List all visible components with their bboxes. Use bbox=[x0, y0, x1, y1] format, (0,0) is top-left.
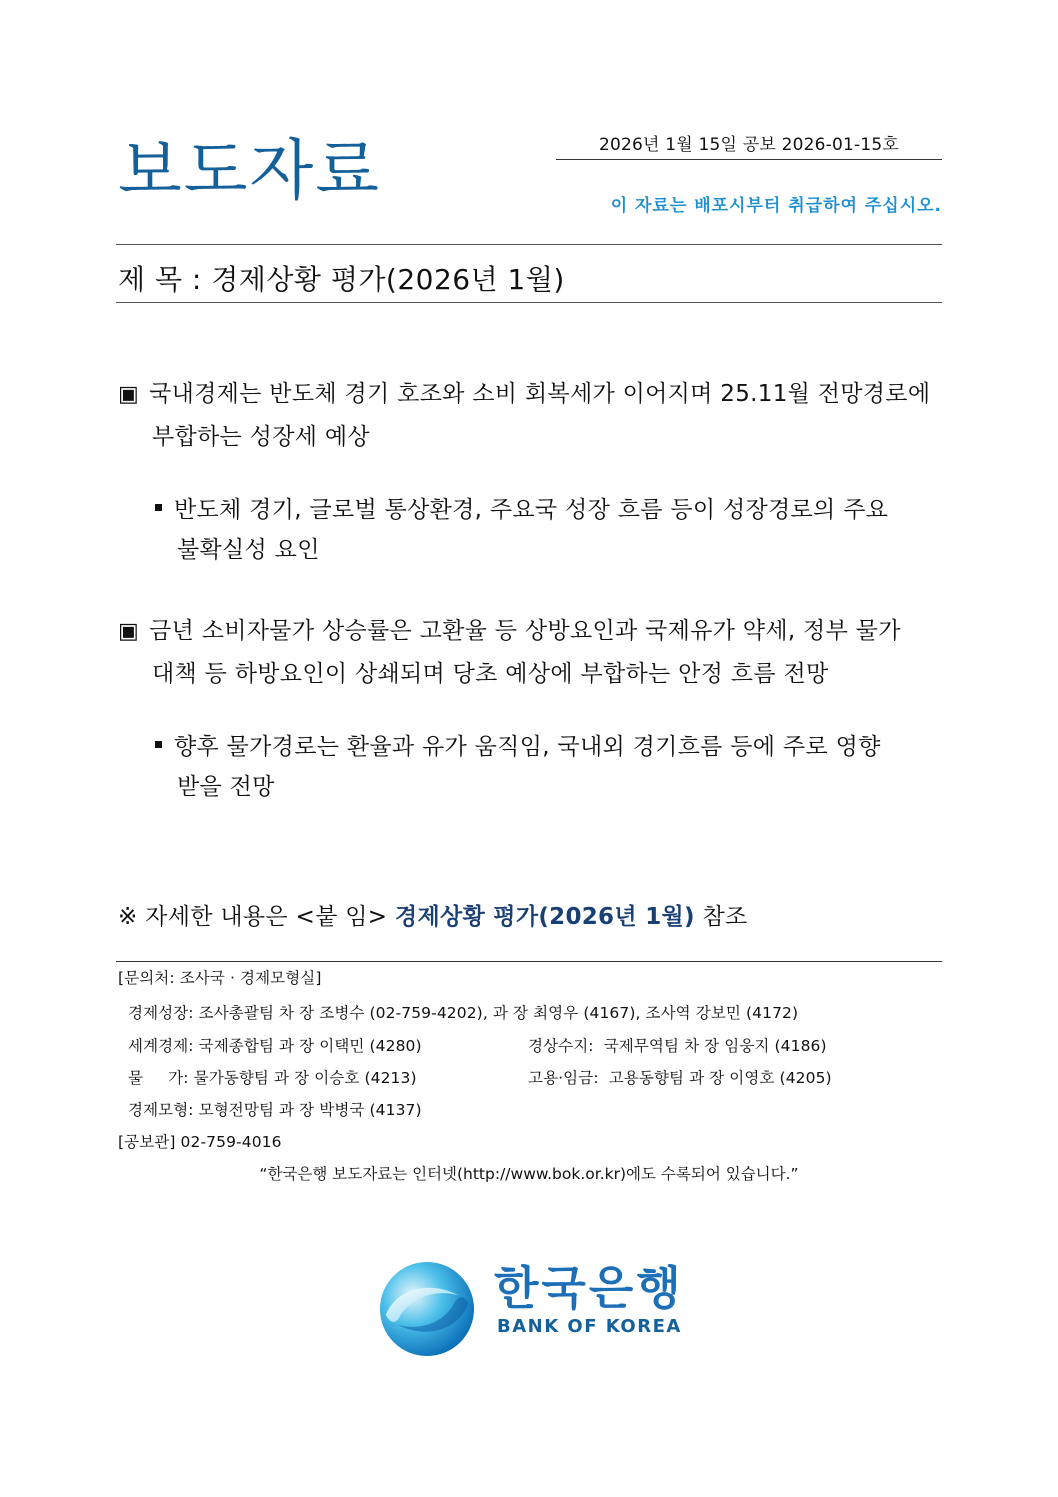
contact-row bbox=[128, 1098, 422, 1120]
contact-label: 세계경제: bbox=[128, 1037, 194, 1055]
contact-label: 경제모형: bbox=[128, 1101, 194, 1119]
contact-text: 고용동향팀 과 장 이영호 (4205) bbox=[608, 1069, 832, 1087]
date-underline bbox=[556, 159, 942, 160]
divider-contacts bbox=[116, 961, 942, 962]
contact-row bbox=[528, 1034, 827, 1056]
sub-point-2-line-1: 향후 물가경로는 환율과 유가 움직임, 국내외 경기흐름 등에 주로 영향 bbox=[174, 734, 881, 760]
contact-label: 경제성장: bbox=[128, 1004, 194, 1022]
contact-text: 국제무역팀 차 장 임웅지 (4186) bbox=[603, 1037, 827, 1055]
key-point-1 bbox=[118, 373, 948, 458]
contact-row bbox=[128, 1034, 422, 1056]
sub-point-1-line-1: 반도체 경기, 글로벌 통상환경, 주요국 성장 흐름 등이 성장경로의 주요 bbox=[174, 497, 889, 523]
contacts-heading: [문의처: 조사국 · 경제모형실] bbox=[118, 969, 322, 987]
logo-korean-name: 한국은행 bbox=[494, 1261, 684, 1315]
contact-label: 경상수지: bbox=[528, 1037, 594, 1055]
contact-label: 물 가: bbox=[128, 1069, 189, 1087]
key-point-2 bbox=[118, 610, 948, 695]
contact-label: 고용·임금: bbox=[528, 1069, 599, 1087]
contact-text: 국제종합팀 과 장 이택민 (4280) bbox=[198, 1037, 422, 1055]
contact-row bbox=[128, 1066, 417, 1088]
key-point-1-line-2: 부합하는 성장세 예상 bbox=[152, 424, 370, 450]
box-bullet-icon: ▣ bbox=[118, 382, 140, 407]
press-office-contact: [공보관] 02-759-4016 bbox=[118, 1133, 282, 1151]
square-bullet-icon bbox=[155, 741, 162, 748]
bank-of-korea-logo-icon bbox=[378, 1260, 476, 1358]
divider-top bbox=[116, 244, 942, 245]
release-date-line: 2026년 1월 15일 공보 2026-01-15호 bbox=[598, 135, 900, 155]
square-bullet-icon bbox=[155, 504, 162, 511]
key-point-2-line-1: 금년 소비자물가 상승률은 고환율 등 상방요인과 국제유가 약세, 정부 물가 bbox=[149, 618, 901, 644]
key-point-1-line-1: 국내경제는 반도체 경기 호조와 소비 회복세가 이어지며 25.11월 전망경로에 bbox=[149, 381, 931, 407]
contact-row bbox=[128, 1001, 798, 1023]
contact-row bbox=[528, 1066, 832, 1088]
contact-text: 조사총괄팀 차 장 조병수 (02-759-4202), 과 장 최영우 (4167), 조사역 강보민 (4172) bbox=[198, 1004, 799, 1022]
reference-prefix: ※ 자세한 내용은 <붙 임> bbox=[118, 904, 395, 930]
subject-line: 제 목 : 경제상황 평가(2026년 1월) bbox=[118, 263, 565, 296]
sub-point-1-line-2: 불확실성 요인 bbox=[177, 537, 320, 563]
divider-subject bbox=[116, 302, 942, 303]
key-point-2-line-2: 대책 등 하방요인이 상쇄되며 당초 예상에 부합하는 안정 흐름 전망 bbox=[152, 661, 829, 687]
logo-english-name: BANK OF KOREA bbox=[497, 1316, 682, 1337]
contact-text: 물가동향팀 과 장 이승호 (4213) bbox=[193, 1069, 417, 1087]
document-title: 보도자료 bbox=[118, 132, 382, 209]
reference-note bbox=[118, 898, 747, 931]
sub-point-1 bbox=[155, 490, 945, 570]
website-note: “한국은행 보도자료는 인터넷(http://www.bok.or.kr)에도 수록되어 있습니다.” bbox=[259, 1165, 799, 1183]
sub-point-2-line-2: 받을 전망 bbox=[177, 774, 275, 800]
embargo-notice: 이 자료는 배포시부터 취급하여 주십시오. bbox=[610, 196, 942, 216]
sub-point-2 bbox=[155, 727, 945, 807]
reference-suffix: 참조 bbox=[694, 904, 748, 930]
box-bullet-icon: ▣ bbox=[118, 619, 140, 644]
reference-title: 경제상황 평가(2026년 1월) bbox=[394, 904, 695, 930]
contact-text: 모형전망팀 과 장 박병국 (4137) bbox=[198, 1101, 422, 1119]
